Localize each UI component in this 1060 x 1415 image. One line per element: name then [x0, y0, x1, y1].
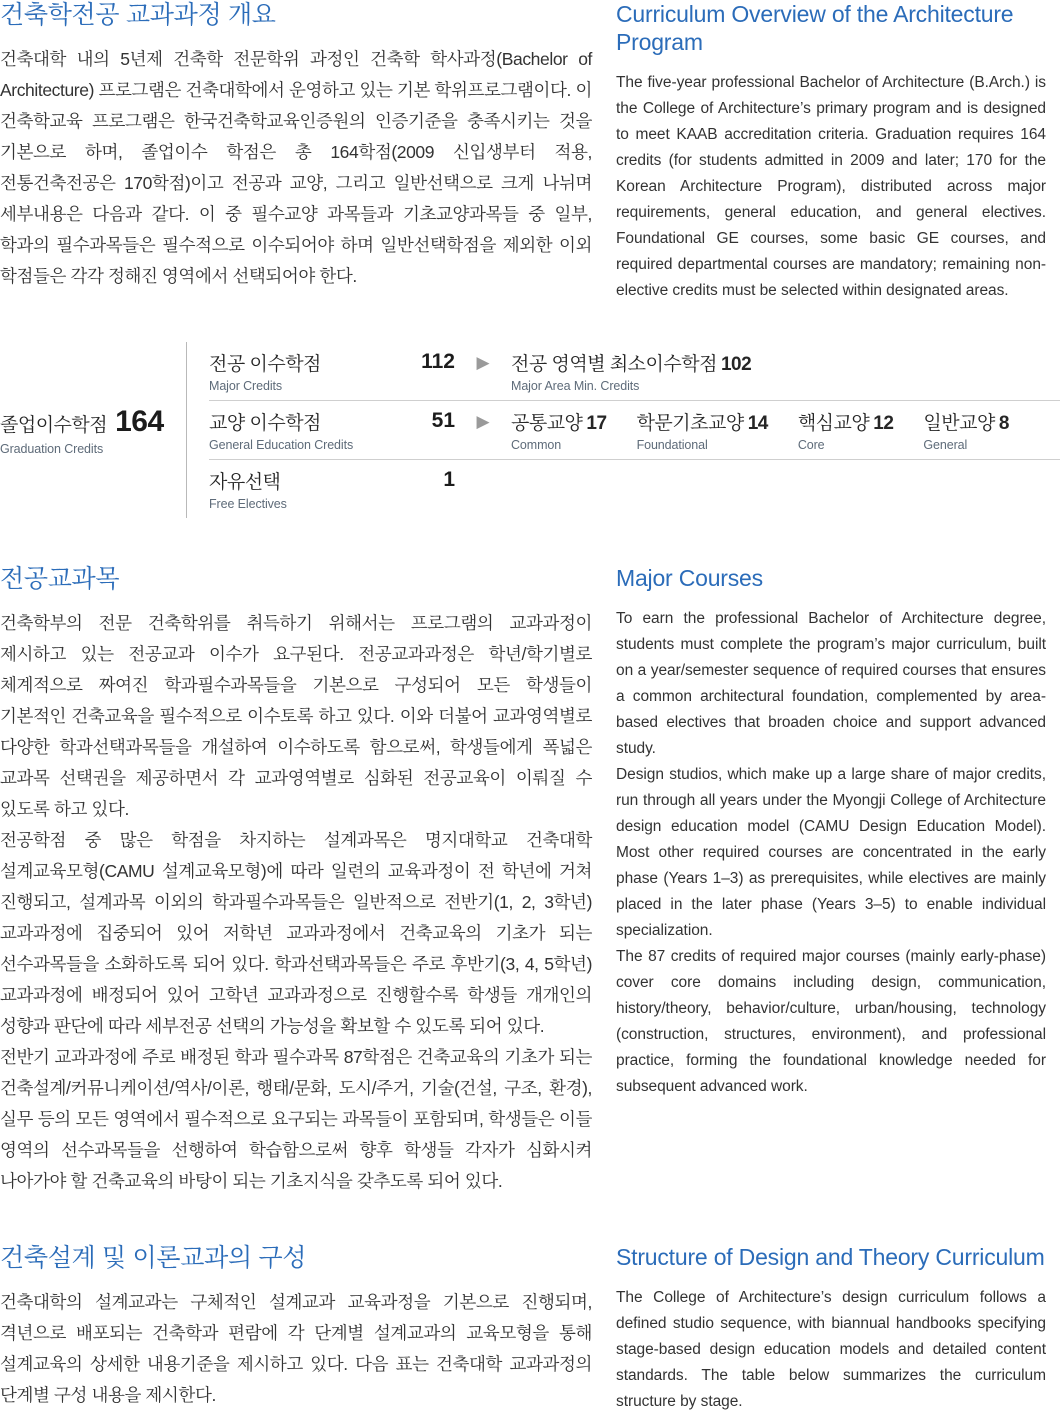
graduation-credits-label-en: Graduation Credits — [0, 441, 104, 456]
design-theory-title-ko: 건축설계 및 이론교과의 구성 — [0, 1244, 307, 1272]
credits-detail-major-area-label-en: Major Area Min. Credits — [511, 379, 640, 393]
credits-detail-core — [798, 408, 894, 452]
credits-breakdown — [186, 342, 1060, 518]
overview-body-ko: 건축대학 내의 5년제 건축학 전문학위 과정인 건축학 학사과정(Bachelor of Architecture) 프로그램은 건축대학에서 운영하고 있는 기본 학위프로그램이다. 이 건축학교육 프로그램은 한국건축학교육인증원의 인증기준을 충족시키는 것을 기본으로 하며, 졸업이수 학점은 총 164학점(2009 신입생부터 적용, 전통건축전공은 170학점)이고 전공과 교양, 그리고 일반선택으로 크게 나뉘며 세부내용은 다음과 같다. 이 중 필수교양 과목들과 기초교양과목들 중 일부, 학과의 필수과목들은 필수적으로 이수되어야 하며 일반선택학점을 제외한 이외 학점들은 각각 정해진 영역에서 선택되어야 한다. — [0, 49, 592, 286]
major-courses-korean-column — [0, 564, 606, 1197]
major-courses-body-ko-3: 전반기 교과과정에 주로 배정된 학과 필수과목 87학점은 건축교육의 기초가 되는 건축설계/커뮤니케이션/역사/이론, 행태/문화, 도시/주거, 기술(건설, 구조, 환경), 실무 등의 모든 영역에서 필수적으로 요구되는 과목들이 포함되며, 학생들은 이들 영역의 선수과목들을 선행하여 학습함으로써 향후 학생들 각자가 심화시켜 나아가야 할 건축교육의 바탕이 되는 기초지식을 갖추도록 되어 있다. — [0, 1047, 592, 1191]
major-courses-title-en: Major Courses — [616, 565, 763, 591]
credits-row-free-name — [209, 467, 399, 511]
design-theory-body-ko: 건축대학의 설계교과는 구체적인 설계교과 교육과정을 기본으로 진행되며, 격년으로 배포되는 건축학과 편람에 각 단계별 설계교과의 교육모형을 통해 설계교육의 상세한 내용기준을 제시하고 있다. 다음 표는 건축대학 교과과정의 단계별 구성 내용을 제시한다. — [0, 1292, 592, 1405]
credits-detail-general-label-ko: 일반교양 — [923, 413, 995, 434]
credits-detail-foundational-label-ko: 학문기초교양 — [636, 413, 744, 434]
credits-row-major — [209, 342, 1060, 401]
major-courses-body-en-1: To earn the professional Bachelor of Architecture degree, students must complete the program’s major curriculum, built on a year/semester sequence of required courses that ensures a common architectural foundation, complemented by area-based electives that broaden choice and support advanced study. — [616, 610, 1046, 757]
major-courses-section — [0, 564, 1060, 1197]
credits-detail-foundational-label-en: Foundational — [636, 438, 708, 452]
credits-detail-core-value: 12 — [873, 413, 894, 434]
credits-row-ge-label-ko: 교양 이수학점 — [209, 413, 321, 434]
credits-detail-core-label-ko: 핵심교양 — [797, 413, 870, 434]
major-courses-body-ko-1: 건축학부의 전문 건축학위를 취득하기 위해서는 프로그램의 교과과정이 제시하고 있는 전공교과 이수가 요구된다. 전공교과과정은 학년/학기별로 체계적으로 짜여진 학과필수과목들을 기본으로 구성되어 모든 학생들이 기본적인 건축교육을 필수적으로 이수토록 하고 있다. 이와 더불어 교과영역별로 다양한 학과선택과목들을 개설하여 이수하도록 함으로써, 학생들에게 폭넓은 교과목 선택권을 제공하면서 각 교과영역별로 심화된 전공교육이 이뤄질 수 있도록 하고 있다. — [0, 613, 592, 819]
major-courses-english-column — [606, 564, 1046, 1100]
overview-title-ko: 건축학전공 교과과정 개요 — [0, 1, 276, 29]
spacer — [0, 1197, 1060, 1243]
major-courses-body-ko-2: 전공학점 중 많은 학점을 차지하는 설계과목은 명지대학교 건축대학 설계교육모형(CAMU 설계교육모형)에 따라 일련의 교육과정이 전 학년에 거쳐 진행되고, 설계과목 이외의 학과필수과목들은 일반적으로 전반기(1, 2, 3학년) 교과과정에 집중되어 있어 저학년 교과과정에서 건축교육의 기초가 되는 선수과목들을 소화하도록 되어 있다. 학과선택과목들은 주로 후반기(3, 4, 5학년) 교과과정에 배정되어 있어 고학년 교과과정으로 진행할수록 학생들 개개인의 성향과 판단에 따라 세부전공 선택의 가능성을 확보할 수 있도록 되어 있다. — [0, 830, 592, 1036]
design-theory-structure-section — [0, 1243, 1060, 1415]
overview-section — [0, 0, 1060, 304]
overview-korean-column — [0, 0, 606, 292]
spacer — [0, 518, 1060, 564]
credits-detail-major-area-label-ko: 전공 영역별 최소이수학점 — [511, 354, 717, 375]
major-courses-body-en-3: The 87 credits of required major courses (mainly early-phase) cover core domains including design, communication, history/theory, behavior/culture, urban/housing, technology (construction, structures, environment), and professional practice, forming the foundational knowledge needed for subsequent advanced work. — [616, 948, 1046, 1095]
credits-detail-core-label — [798, 408, 894, 435]
credits-diagram — [0, 342, 1060, 518]
credits-row-major-label-ko: 전공 이수학점 — [209, 354, 321, 375]
major-courses-title-ko: 전공교과목 — [0, 565, 120, 593]
credits-row-free-label-en: Free Electives — [209, 497, 287, 511]
credits-detail-common-label — [511, 408, 607, 435]
credits-row-free-value: 1 — [443, 468, 455, 491]
credits-detail-common-label-en: Common — [511, 438, 562, 452]
overview-body-en: The five-year professional Bachelor of Architecture (B.Arch.) is the College of Architecture’s primary program and is designed to meet KAAB accreditation criteria. Graduation requires 164 credits (for students admitted in 2009 and later; 170 for the Korean Architecture Program), distributed across major requirements, general education, and general electives. Foundational GE courses, some basic GE courses, and required departmental courses are mandatory; remaining non-elective credits must be selected within designated areas. — [616, 74, 1046, 299]
design-theory-english-column — [606, 1243, 1046, 1415]
design-theory-title-en: Structure of Design and Theory Curriculum — [616, 1244, 1045, 1270]
credits-detail-foundational-label — [637, 408, 768, 435]
credits-detail-general — [923, 408, 1009, 452]
credits-detail-general-value: 8 — [998, 413, 1009, 434]
credits-row-major-detail — [511, 349, 1060, 393]
credits-row-ge-detail — [511, 408, 1060, 452]
graduation-credits-line — [0, 405, 164, 439]
credits-detail-major-area-value: 102 — [720, 354, 752, 375]
arrow-right-icon: ▶ — [476, 353, 490, 372]
overview-title-en: Curriculum Overview of the Architecture Program — [616, 1, 1014, 55]
credits-row-major-label-en: Major Credits — [209, 379, 283, 393]
credits-row-ge-value: 51 — [431, 409, 455, 432]
credits-row-free-arrow — [455, 467, 511, 471]
credits-row-ge — [209, 401, 1060, 460]
graduation-credits-value: 164 — [115, 404, 164, 438]
credits-detail-major-area-label — [511, 349, 751, 376]
credits-detail-core-label-en: Core — [797, 438, 825, 452]
credits-row-ge-label-en: General Education Credits — [209, 438, 354, 452]
credits-detail-common-label-ko: 공통교양 — [511, 413, 583, 434]
credits-row-ge-name — [209, 408, 399, 452]
credits-detail-foundational — [637, 408, 768, 452]
design-theory-body-en: The College of Architecture’s design curriculum follows a defined studio sequence, with biannual handbooks specifying stage-based design education models and detailed content standards. The table below summarizes the curriculum structure by stage. — [616, 1289, 1046, 1410]
credits-detail-general-label-en: General — [923, 438, 968, 452]
credits-row-free — [209, 460, 1060, 518]
design-theory-korean-column — [0, 1243, 606, 1411]
credits-row-major-value: 112 — [421, 350, 455, 373]
graduation-credits-label-ko: 졸업이수학점 — [0, 414, 108, 436]
credits-detail-major-area — [511, 349, 751, 393]
credits-detail-foundational-value: 14 — [747, 413, 768, 434]
credits-detail-common — [511, 408, 607, 452]
graduation-credits-block — [0, 342, 186, 518]
major-courses-body-en-2: Design studios, which make up a large share of major credits, run through all years under the Myongji College of Architecture design education model (CAMU Design Education Model). Most other required courses are concentrated in the early phase (Years 1–3) as prerequisites, while electives are mainly placed in the later phase (Years 3–5) to enable individual specialization. — [616, 766, 1046, 939]
credits-detail-common-value: 17 — [586, 413, 607, 434]
credits-detail-general-label — [923, 408, 1009, 435]
overview-english-column — [606, 0, 1046, 304]
arrow-right-icon: ▶ — [476, 412, 490, 431]
credits-row-major-name — [209, 349, 399, 393]
credits-row-free-label-ko: 자유선택 — [209, 472, 281, 493]
